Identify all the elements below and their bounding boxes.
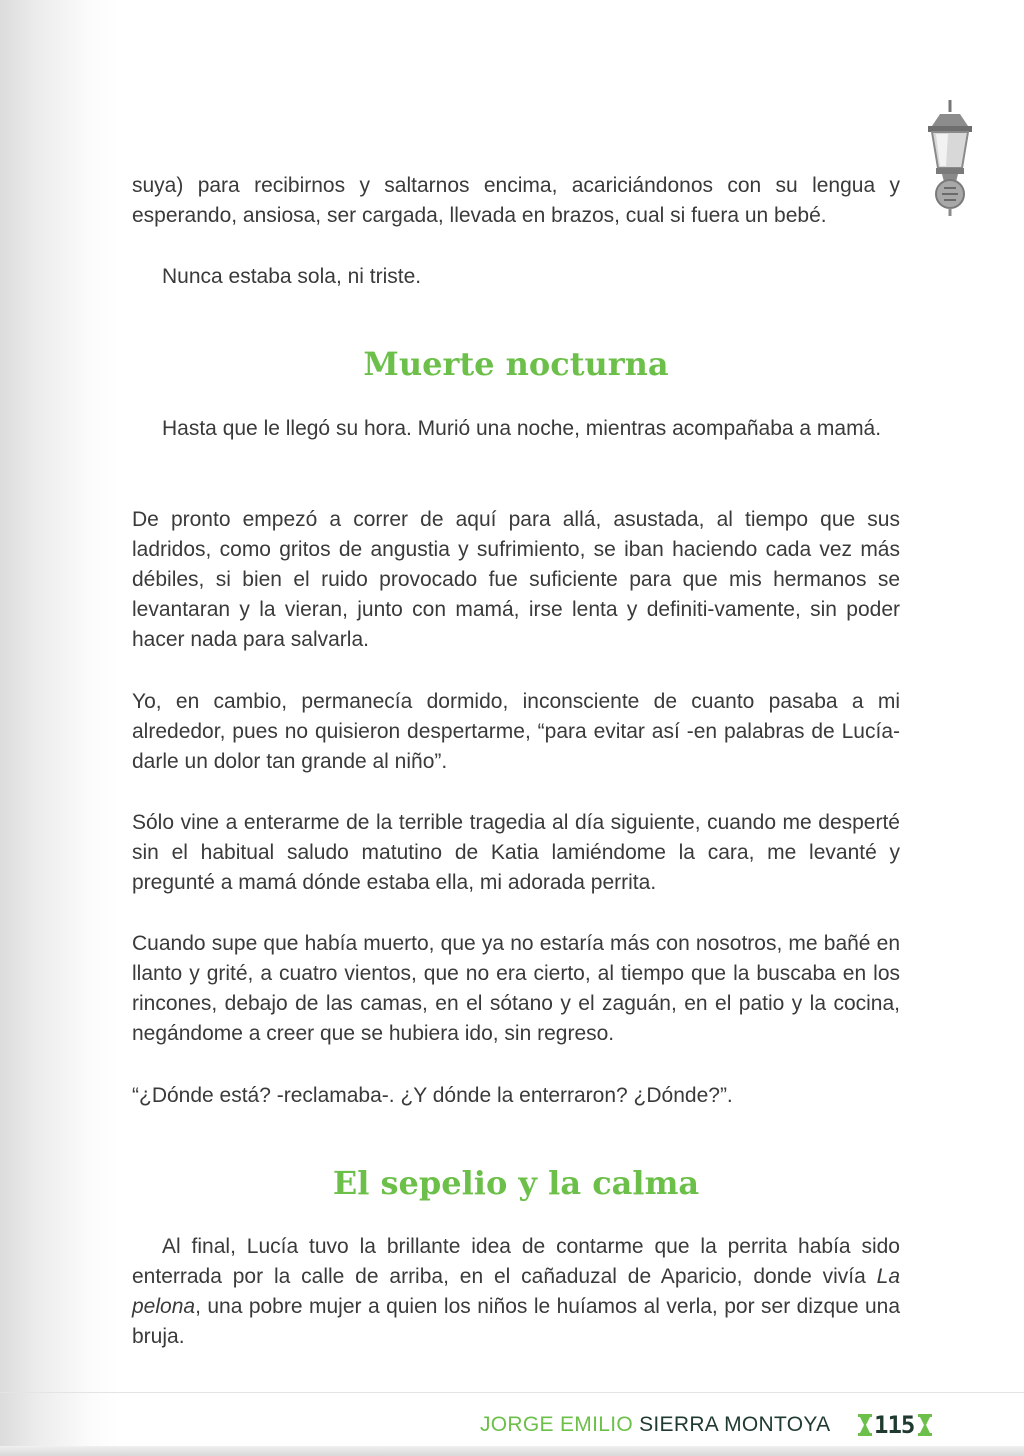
paragraph-3: Hasta que le llegó su hora. Murió una noche, mientras acompañaba a mamá. [162,417,882,440]
paragraph-9-italic: La pelona [132,1265,900,1318]
section-heading-2: El sepelio y la calma [332,1164,700,1202]
paragraph-block [132,1081,900,1111]
paragraph-8: “¿Dónde está? -reclamaba-. ¿Y dónde la enterraron? ¿Dónde?”. [132,1084,733,1107]
page-number: 115 [874,1411,915,1439]
paragraph-5: Yo, en cambio, permanecía dormido, inconsciente de cuanto pasaba a mi alrededor, pues no quisieron despertarme, “para evitar así -en palabras de Lucía- darle un dolor tan grande al niño”. [132,690,900,773]
street-lamp-icon [918,98,982,218]
paragraph-9-end: , una pobre mujer a quien los niños le huíamos al verla, por ser dizque una bruja. [132,1295,900,1348]
paragraph-block [132,1232,900,1352]
hourglass-icon [918,1414,932,1436]
paragraph-7: Cuando supe que había muerto, que ya no estaría más con nosotros, me bañé en llanto y grité, a cuatro vientos, que no era cierto, al tiempo que la buscaba en los rincones, debajo de las camas, en el sótano y el zaguán, en el patio y la cocina, negándome a creer que se hubiera ido, sin regreso. [132,932,900,1045]
paragraph-block [132,687,900,777]
paragraph-block [132,262,900,292]
section-heading-1: Muerte nocturna [363,345,669,383]
paragraph-1: suya) para recibirnos y saltarnos encima, acariciándonos con su lengua y esperando, ansiosa, ser cargada, llevada en brazos, cual si fuera un bebé. [132,174,900,227]
paragraph-9-start: Al final, Lucía tuvo la brillante idea de contarme que la perrita había sido enterrada por la calle de arriba, en el cañaduzal de Aparicio, donde vivía [132,1235,900,1288]
page-number-block [858,1408,938,1442]
author-last-name: SIERRA MONTOYA [639,1413,831,1436]
paragraph-continuation [132,171,900,231]
paragraph-2: Nunca estaba sola, ni triste. [162,265,422,288]
paragraph-9 [132,1232,900,1352]
hourglass-icon [858,1414,872,1436]
page-bottom-edge [0,1446,1024,1456]
paragraph-block [132,414,900,444]
paragraph-6: Sólo vine a enterarme de la terrible tragedia al día siguiente, cuando me desperté sin el habitual saludo matutino de Katia lamiéndome la cara, me levanté y pregunté a mamá dónde estaba ella, mi adorada perrita. [132,811,900,894]
paragraph-block [132,929,900,1049]
paragraph-block [132,505,900,655]
footer-divider [0,1392,1024,1393]
paragraph-4: De pronto empezó a correr de aquí para allá, asustada, al tiempo que sus ladridos, como gritos de angustia y sufrimiento, se iban haciendo cada vez más débiles, si bien el ruido provocado fue suficiente para que mis hermanos se levantaran y la vieran, junto con mamá, irse lenta y definiti-vamente, sin poder hacer nada para salvarla. [132,508,900,651]
footer-author [480,1410,830,1440]
paragraph-block [132,808,900,898]
author-first-name: JORGE EMILIO [480,1413,633,1436]
